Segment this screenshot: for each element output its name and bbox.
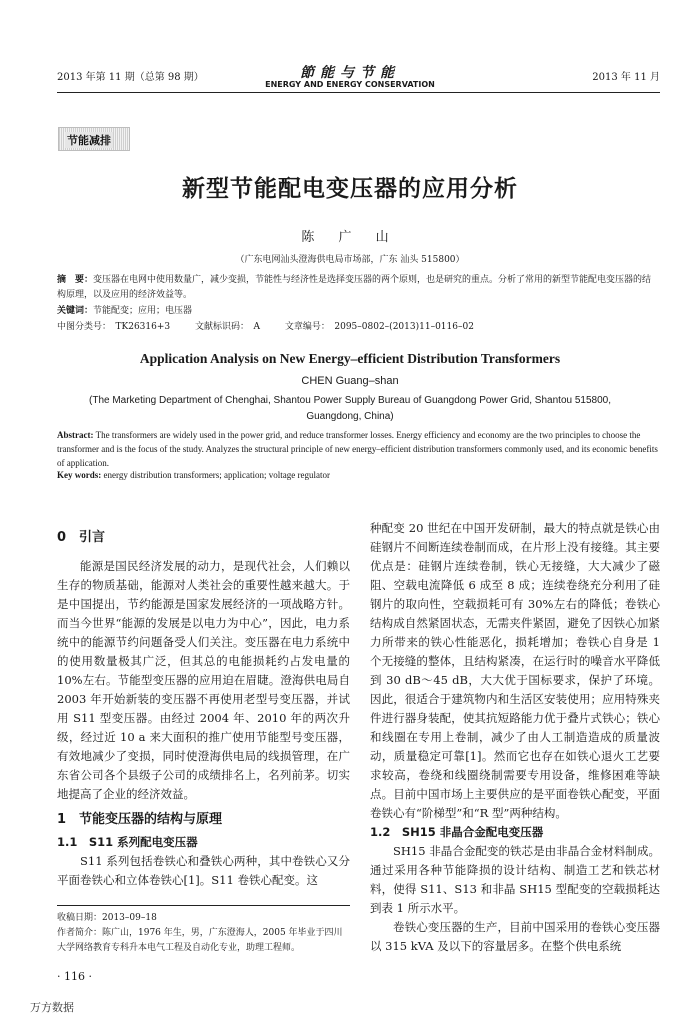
- paragraph: SH15 非晶合金配变的铁芯是由非晶合金材料制成。通过采用各种节能降损的设计结构、制造工艺和铁芯材料，使得 S11、S13 和非晶 SH15 型配变的空载损耗达到表 1 所示水平。: [370, 844, 660, 915]
- english-keywords: [57, 470, 660, 480]
- paragraph: 能源是国民经济发展的动力，是现代社会，人们赖以生存的物质基础，能源对人类社会的重要性越来越大。于是中国提出，节约能源是国家发展经济的一项战略方针。而当今世界“能源的发展是以电力为中心”，因此，电力系统中的能源节约问题备受人们关注。变压器在电力系统中的使用数量极其广泛，但其总的电能损耗约占发电量的 10%左右。节能型变压器的应用迫在眉睫。澄海供电局自 2003 年开始新装的变压器不再使用老型号变压器，并试用 S11 型变压器。由经过 2004 年、2010 年的两次升级，经过近 10 a 来大面积的推广使用节能型号变压器，有效地减少了变损，同时使澄海供电局的线损管理，在广东省公司各个县级子公司的成绩排名上，名列前茅。切实地提高了企业的经济效益。: [57, 559, 350, 801]
- header-issue: 2013 年第 11 期（总第 98 期）: [57, 72, 204, 83]
- english-affiliation: (The Marketing Department of Chenghai, Shantou Power Supply Bureau of Guangdong Power Grid, Shantou 515800, Guangdong, China): [89, 395, 611, 422]
- english-abstract-label: Abstract:: [57, 430, 94, 440]
- article-number: 文章编号： 2095–0802–(2013)11–0116–02: [284, 322, 474, 332]
- english-keywords-text: energy distribution transformers; application; voltage regulator: [101, 470, 331, 480]
- footnote-rule: [57, 905, 350, 906]
- author-name: 陈 广 山: [301, 230, 399, 245]
- subsection-heading-sh15: 1.2 SH15 非晶合金配电变压器: [370, 825, 544, 839]
- abstract-text: 变压器在电网中使用数量广，减少变损，节能性与经济性是选择变压器的两个原则，也是研究的重点。分析了常用的新型节能配电变压器的结构原理，以及应用的经济效益等。: [57, 275, 652, 300]
- author-affiliation: （广东电网汕头澄海供电局市场部，广东 汕头 515800）: [235, 255, 465, 265]
- header-rule: [57, 92, 660, 93]
- english-keywords-label: Key words:: [57, 470, 102, 480]
- section-heading-intro: 0 引言: [57, 530, 106, 545]
- section-tag-label: 节能减排: [67, 134, 111, 147]
- footnote: [57, 911, 350, 956]
- page-number: · 116 ·: [57, 970, 92, 983]
- abstract-label: 摘 要：: [57, 275, 94, 285]
- received-date: 收稿日期：2013–09–18: [57, 913, 157, 923]
- left-column: [57, 528, 350, 890]
- keywords-label: 关键词：: [57, 306, 94, 316]
- header-date: 2013 年 11 月: [592, 72, 660, 83]
- watermark: 万方数据: [30, 1001, 74, 1014]
- section-heading-structure: 1 节能变压器的结构与原理: [57, 812, 223, 827]
- keywords-cn: [57, 304, 660, 319]
- right-column: [370, 519, 660, 956]
- clc-number: 中图分类号： TK26316+3: [57, 322, 171, 332]
- author-bio: 作者简介：陈广山，1976 年生，男，广东澄海人，2005 年毕业于四川大学网络教育专科升本电气工程及自动化专业，助理工程师。: [57, 928, 343, 953]
- english-abstract-text: The transformers are widely used in the power grid, and reduce transformer losses. Energy efficiency and economy are the two principles to choose the transformer and is the focus of the study. Analyzes the structural principle of new energy–efficient distribution transformers commonly used, and its economic benefits of application.: [57, 430, 658, 468]
- english-author: CHEN Guang–shan: [301, 375, 399, 387]
- section-tag: [58, 127, 130, 151]
- article-title: 新型节能配电变压器的应用分析: [182, 176, 518, 202]
- document-code: 文献标识码： A: [195, 322, 260, 332]
- english-title: Application Analysis on New Energy–efficient Distribution Transformers: [139, 351, 561, 366]
- abstract-cn: [57, 273, 660, 303]
- english-abstract: [57, 428, 660, 470]
- paragraph: S11 系列包括卷铁心和叠铁心两种，其中卷铁心又分平面卷铁心和立体卷铁心[1]。S11 卷铁心配变。这: [57, 854, 350, 887]
- classification-line: [57, 320, 660, 335]
- subsection-heading-s11: 1.1 S11 系列配电变压器: [57, 835, 198, 849]
- keywords-text: 节能配变；应用；电压器: [93, 306, 193, 316]
- paragraph: 卷铁心变压器的生产，目前中国采用的卷铁心变压器以 315 kVA 及以下的容量居多。在整个供电系统: [370, 920, 660, 953]
- journal-title-en: ENERGY AND ENERGY CONSERVATION: [265, 80, 435, 89]
- paragraph: 种配变 20 世纪在中国开发研制，最大的特点就是铁心由硅钢片不间断连续卷制而成，在片形上没有接缝。其主要优点是：硅钢片连续卷制，铁心无接缝，大大减少了磁阻、空载电流降低 6 成至 8 成；连续卷绕充分利用了硅钢片的取向性，空载损耗可有 30%左右的降低；卷铁心结构成自然紧固状态，无需夹件紧固，避免了因铁心加紧力所带来的铁心性能恶化，损耗增加；卷铁心自身是 1 个无接缝的整体，且结构紧凑，在运行时的噪音水平降低到 30 dB～45 dB，大大优于国标要求，保护了环境。因此，很适合于建筑物内和生活区安装使用；应用特殊夹件进行器身装配，使其抗短路能力优于叠片式铁心；铁心和线圈在专用上卷制，减少了由人工制造造成的质量波动，质量稳定可靠[1]。然而它也存在如铁心退火工艺要求较高，卷绕和线圈绕制需要专用设备，维修困难等缺点。目前中国市场上主要供应的是平面卷铁心配变，平面卷铁心有“阶梯型”和“R 型”两种结构。: [370, 521, 660, 820]
- journal-title-cn: 節能与节能: [300, 65, 400, 81]
